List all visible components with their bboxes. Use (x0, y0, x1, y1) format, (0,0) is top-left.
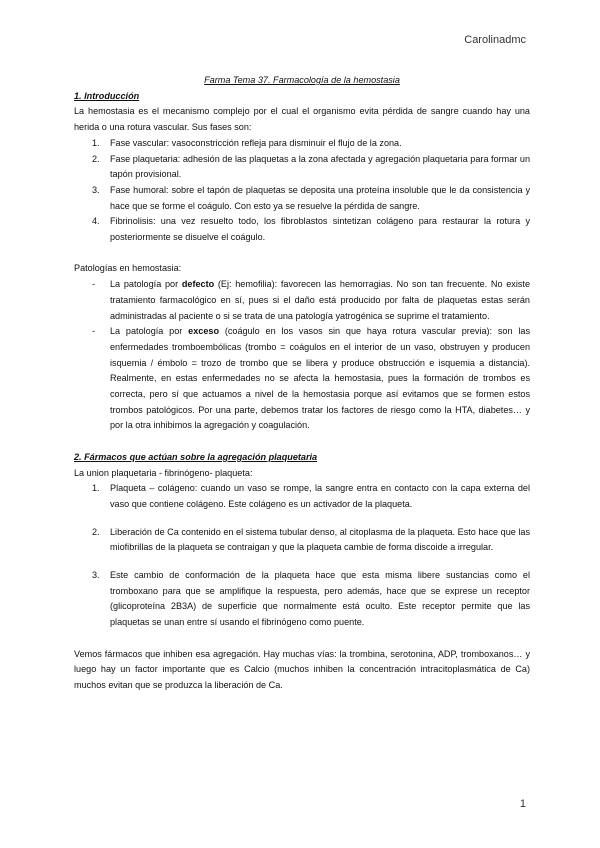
steps-list (74, 481, 530, 631)
union-label: La union plaquetaria - fibrinógeno- plaqueta: (74, 467, 253, 478)
section-1-intro: La hemostasia es el mecanismo complejo por el cual el organismo evita pérdida de sangre cuando hay una herida o una rotura vascular. Sus fases son: (74, 106, 530, 133)
phases-list (74, 136, 530, 246)
list-item: 3. Fase humoral: sobre el tapón de plaquetas se deposita una proteína insoluble que le da consistencia y hace que se forme el coágulo. Con esto ya se resuelve la pérdida de sangre. (92, 184, 530, 211)
closing-paragraph: Vemos fármacos que inhiben esa agregación. Hay muchas vías: la trombina, serotonina, ADP, tromboxanos… y luego hay un factor importante que es Calcio (muchos inhiben la concentración intracitoplasmática de Ca) muchos evitan que se produzca la liberación de Ca. (74, 648, 530, 690)
section-1-heading: 1. Introducción (74, 90, 140, 101)
pathologies-label: Patologías en hemostasia: (74, 263, 182, 274)
list-item: 1. Fase vascular: vasoconstricción refleja para disminuir el flujo de la zona. (92, 137, 402, 148)
list-item: 4. Fibrinolisis: una vez resuelto todo, los fibroblastos sintetizan colágeno para restaurar la rotura y posteriormente se disuelve el coágulo. (92, 216, 530, 243)
pathologies-list (74, 277, 530, 434)
section-2-heading: 2. Fármacos que actúan sobre la agregación plaquetaria (74, 451, 318, 462)
list-item: 1. Plaqueta – colágeno: cuando un vaso se rompe, la sangre entra en contacto con la capa externa del vaso que contiene colágeno. Este colágeno es un activador de la plaqueta. (92, 483, 530, 509)
document-body (74, 73, 530, 694)
list-item: 2. Fase plaquetaria: adhesión de las plaquetas a la zona afectada y agregación plaquetaria para formar un tapón provisional. (92, 153, 530, 180)
list-item: 3. Este cambio de conformación de la plaqueta hace que esta misma libere sustancias como el tromboxano para que se amplifique la respuesta, pero además, hace que se exprese un receptor (glicoproteína 2B3A) de superficie que normalmente está oculto. Este receptor permite que las plaquetas se unan entre sí usando el fibrinógeno como puente. (92, 570, 530, 628)
page-number: 1 (519, 798, 526, 810)
document-title: Farma Tema 37. Farmacología de la hemostasia (204, 75, 400, 85)
list-item: - La patología por defecto (Ej: hemofilia): favorecen las hemorragias. No son tan frecuente. No existe tratamiento farmacológico en sí, pues si el daño está producido por falta de plaquetas estas serán administradas al paciente o si se trata de una patología yatrogénica se suprime el tratamiento. (92, 279, 530, 321)
header-author: Carolinadmc (464, 34, 526, 46)
list-item: 2. Liberación de Ca contenido en el sistema tubular denso, al citoplasma de la plaqueta. Esto hace que las miofibrillas de la plaqueta se contraigan y que la plaqueta cambie de forma discoide a irregular. (92, 526, 530, 553)
list-item: - La patología por exceso (coágulo en los vasos sin que haya rotura vascular previa): son las enfermedades tromboembólicas (trombo = coágulos en el interior de un vaso, obstruyen y producen isquemia / émbolo = trozo de trombo que se libera y produce obstrucción e isquemia a distancia). Realmente, en estas enfermedades no se afecta la hemostasia, pues la formación de trombos es correcta, pero sí que actuamos a nivel de la hemostasia porque así evitamos que se formen estos trombos patológicos. Por una parte, debemos tratar los factores de riesgo como la HTA, diabetes… y por la otra inhibimos la agregación y coagulación. (92, 326, 530, 431)
